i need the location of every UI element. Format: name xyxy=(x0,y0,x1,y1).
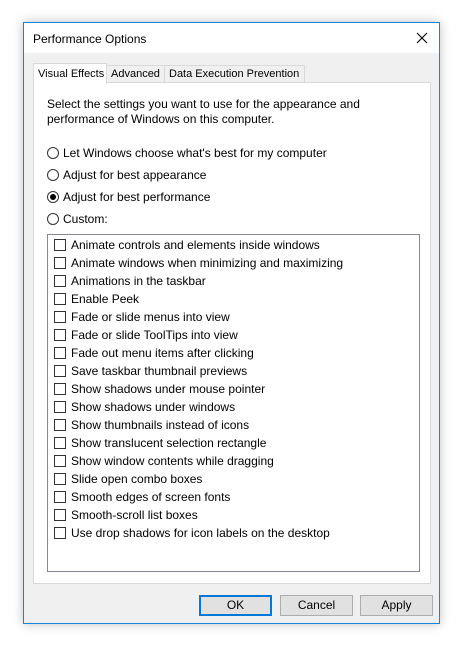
effect-checkbox[interactable] xyxy=(54,491,66,503)
radio-label: Let Windows choose what's best for my computer xyxy=(63,146,327,160)
effect-label: Show window contents while dragging xyxy=(71,454,274,468)
effect-label: Fade or slide ToolTips into view xyxy=(71,328,238,342)
effect-label: Animations in the taskbar xyxy=(71,274,206,288)
effect-checkbox[interactable] xyxy=(54,401,66,413)
effects-listbox[interactable] xyxy=(47,234,420,572)
radio-button[interactable] xyxy=(47,191,59,203)
apply-button[interactable]: Apply xyxy=(360,595,433,616)
effect-label: Show thumbnails instead of icons xyxy=(71,418,250,432)
effect-label: Animate controls and elements inside windows xyxy=(71,238,320,252)
effect-list-item[interactable] xyxy=(54,416,249,434)
effect-list-item[interactable] xyxy=(54,524,330,542)
title-bar xyxy=(24,23,439,53)
effect-checkbox[interactable] xyxy=(54,311,66,323)
effect-checkbox[interactable] xyxy=(54,257,66,269)
effect-list-item[interactable] xyxy=(54,308,230,326)
close-icon xyxy=(416,32,428,44)
effect-label: Use drop shadows for icon labels on the desktop xyxy=(71,526,330,540)
radio-button[interactable] xyxy=(47,213,59,225)
effect-label: Enable Peek xyxy=(71,292,140,306)
visual-effects-panel xyxy=(33,82,431,584)
effect-checkbox[interactable] xyxy=(54,455,66,467)
radio-option[interactable] xyxy=(47,189,210,205)
effect-label: Fade or slide menus into view xyxy=(71,310,230,324)
effect-label: Save taskbar thumbnail previews xyxy=(71,364,248,378)
radio-button[interactable] xyxy=(47,147,59,159)
effect-list-item[interactable] xyxy=(54,470,202,488)
effect-list-item[interactable] xyxy=(54,236,320,254)
tab-data-execution-prevention[interactable]: Data Execution Prevention xyxy=(164,65,305,82)
effect-label: Smooth-scroll list boxes xyxy=(71,508,198,522)
tab-visual-effects[interactable]: Visual Effects xyxy=(33,63,107,84)
effect-checkbox[interactable] xyxy=(54,509,66,521)
effect-list-item[interactable] xyxy=(54,506,198,524)
radio-label: Custom: xyxy=(63,212,108,226)
effect-checkbox[interactable] xyxy=(54,275,66,287)
effect-list-item[interactable] xyxy=(54,380,265,398)
effect-label: Show shadows under mouse pointer xyxy=(71,382,266,396)
effect-label: Smooth edges of screen fonts xyxy=(71,490,231,504)
effect-checkbox[interactable] xyxy=(54,347,66,359)
effect-list-item[interactable] xyxy=(54,254,343,272)
radio-option[interactable] xyxy=(47,211,108,227)
effect-list-item[interactable] xyxy=(54,290,139,308)
effect-checkbox[interactable] xyxy=(54,239,66,251)
performance-options-dialog xyxy=(23,22,440,624)
radio-option[interactable] xyxy=(47,167,206,183)
effect-list-item[interactable] xyxy=(54,452,274,470)
radio-option[interactable] xyxy=(47,145,327,161)
radio-label: Adjust for best performance xyxy=(63,190,211,204)
effect-label: Animate windows when minimizing and maximizing xyxy=(71,256,344,270)
effect-list-item[interactable] xyxy=(54,488,230,506)
effect-label: Show translucent selection rectangle xyxy=(71,436,267,450)
description-text: Select the settings you want to use for the appearance and performance of Windows on this computer. xyxy=(47,97,360,126)
effect-label: Slide open combo boxes xyxy=(71,472,203,486)
effect-checkbox[interactable] xyxy=(54,365,66,377)
tab-advanced[interactable]: Advanced xyxy=(106,65,165,82)
effect-checkbox[interactable] xyxy=(54,293,66,305)
ok-button[interactable]: OK xyxy=(199,595,272,616)
effect-checkbox[interactable] xyxy=(54,383,66,395)
effect-list-item[interactable] xyxy=(54,272,206,290)
dialog-title: Performance Options xyxy=(33,32,147,46)
close-button[interactable] xyxy=(405,23,439,53)
effect-list-item[interactable] xyxy=(54,398,235,416)
radio-button[interactable] xyxy=(47,169,59,181)
effect-checkbox[interactable] xyxy=(54,329,66,341)
effect-label: Show shadows under windows xyxy=(71,400,236,414)
effect-list-item[interactable] xyxy=(54,344,254,362)
effect-checkbox[interactable] xyxy=(54,437,66,449)
cancel-button[interactable]: Cancel xyxy=(280,595,353,616)
effect-list-item[interactable] xyxy=(54,362,247,380)
effect-checkbox[interactable] xyxy=(54,527,66,539)
effect-label: Fade out menu items after clicking xyxy=(71,346,254,360)
effect-list-item[interactable] xyxy=(54,434,266,452)
radio-label: Adjust for best appearance xyxy=(63,168,207,182)
effect-checkbox[interactable] xyxy=(54,419,66,431)
effect-list-item[interactable] xyxy=(54,326,238,344)
effect-checkbox[interactable] xyxy=(54,473,66,485)
